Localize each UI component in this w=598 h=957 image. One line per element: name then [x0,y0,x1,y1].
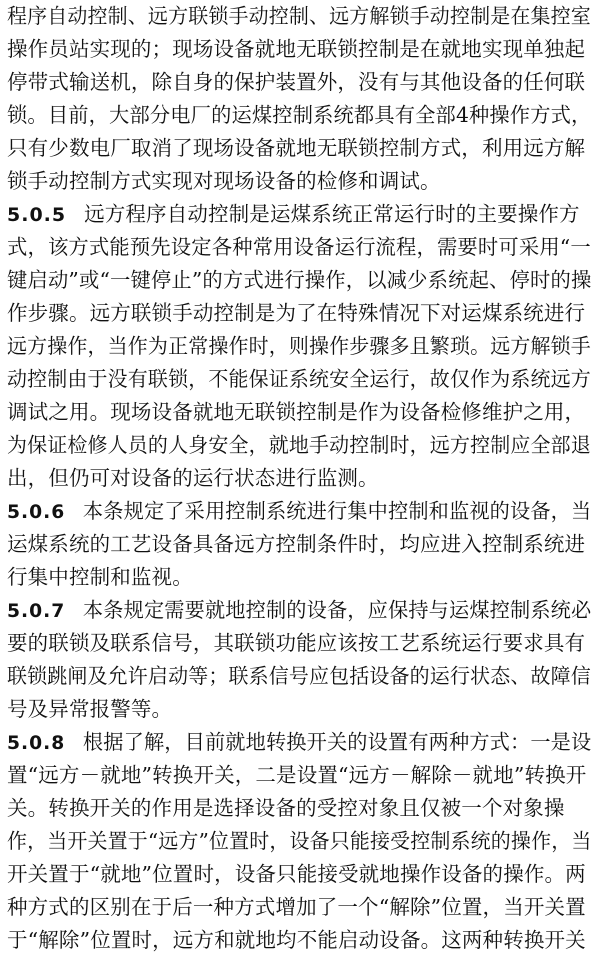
line-text: 作步骤。远方联锁手动控制是为了在特殊情况下对运煤系统进行 [7,301,586,325]
line-text: 本条规定了采用控制系统进行集中控制和监视的设备，当 [82,499,592,523]
line-text: 远方程序自动控制是运煤系统正常运行时的主要操作方 [84,202,580,226]
text-line [7,759,586,792]
text-line [7,297,585,330]
text-line [7,462,379,495]
line-text: 开关置于“就地”位置时，设备只能接受就地操作设备的操作。两 [7,862,586,886]
line-text: 联锁跳闸及允许启动等；联系信号应包括设备的运行状态、故障信 [7,664,591,688]
line-text: 动控制由于没有联锁，不能保证系统安全运行，故仅作为系统远方 [7,367,591,391]
text-line [7,561,193,594]
text-line [7,0,591,33]
line-text: 作，当开关置于“远方”位置时，设备只能接受控制系统的操作，当 [7,829,592,853]
line-text: 号及异常报警等。 [7,697,173,721]
line-text: 行集中控制和监视。 [7,565,193,589]
text-line [7,198,580,231]
text-line [7,264,591,297]
text-line [7,165,441,198]
text-line [7,594,591,627]
text-line [7,726,591,759]
text-line [7,660,591,693]
text-line [7,231,591,264]
line-text: 调试之用。现场设备就地无联锁控制是作为设备检修维护之用， [7,400,586,424]
text-line [7,495,591,528]
text-line [7,429,591,462]
line-text: 程序自动控制、远方联锁手动控制、远方解锁手动控制是在集控室 [7,4,591,28]
line-text: 于“解除”位置时，远方和就地均不能启动设备。这两种转换开关 [7,928,586,952]
clause-number: 5.0.7 [7,600,66,622]
line-text: 远方操作，当作为正常操作时，则操作步骤多且繁琐。远方解锁手 [7,334,591,358]
line-text: 置“远方－就地”转换开关，二是设置“远方－解除－就地”转换开 [7,763,587,787]
clause-number: 5.0.8 [7,732,66,754]
text-line [7,363,591,396]
text-line [7,924,586,957]
text-line [7,66,585,99]
line-text: 只有少数电厂取消了现场设备就地无联锁控制方式，利用远方解 [7,136,586,160]
line-text: 本条规定需要就地控制的设备，应保持与运煤控制系统必 [82,598,592,622]
line-text: 锁。目前，大部分电厂的运煤控制系统都具有全部4种操作方式， [7,103,592,127]
line-text: 式，该方式能预先设定各种常用设备运行流程，需要时可采用“一 [7,235,591,259]
line-text: 操作员站实现的；现场设备就地无联锁控制是在就地实现单独起 [7,37,586,61]
text-line [7,627,585,660]
line-text: 根据了解，目前就地转换开关的设置有两种方式：一是设 [82,730,592,754]
line-text: 锁手动控制方式实现对现场设备的检修和调试。 [7,169,441,193]
text-line [7,825,591,858]
line-text: 为保证检修人员的人身安全，就地手动控制时，远方控制应全部退 [7,433,591,457]
line-text: 运煤系统的工艺设备具备远方控制条件时，均应进入控制系统进 [7,532,586,556]
text-line [7,330,591,363]
text-line [7,396,585,429]
clause-number: 5.0.6 [7,501,66,523]
line-text: 要的联锁及联系信号，其联锁功能应该按工艺系统运行要求具有 [7,631,586,655]
text-line [7,858,586,891]
text-line [7,132,585,165]
line-text: 键启动”或“一键停止”的方式进行操作，以减少系统起、停时的操 [7,268,592,292]
text-line [7,693,172,726]
text-line [7,528,585,561]
line-text: 出，但仍可对设备的运行状态进行监测。 [7,466,379,490]
clause-number: 5.0.5 [7,204,67,226]
text-line [7,891,586,924]
line-text: 种方式的区别在于后一种方式增加了一个“解除”位置，当开关置 [7,895,586,919]
text-line [7,99,591,132]
line-text: 关。转换开关的作用是选择设备的受控对象且仅被一个对象操 [7,796,565,820]
text-line [7,792,565,825]
text-line [7,33,585,66]
line-text: 停带式输送机，除自身的保护装置外，没有与其他设备的任何联 [7,70,586,94]
